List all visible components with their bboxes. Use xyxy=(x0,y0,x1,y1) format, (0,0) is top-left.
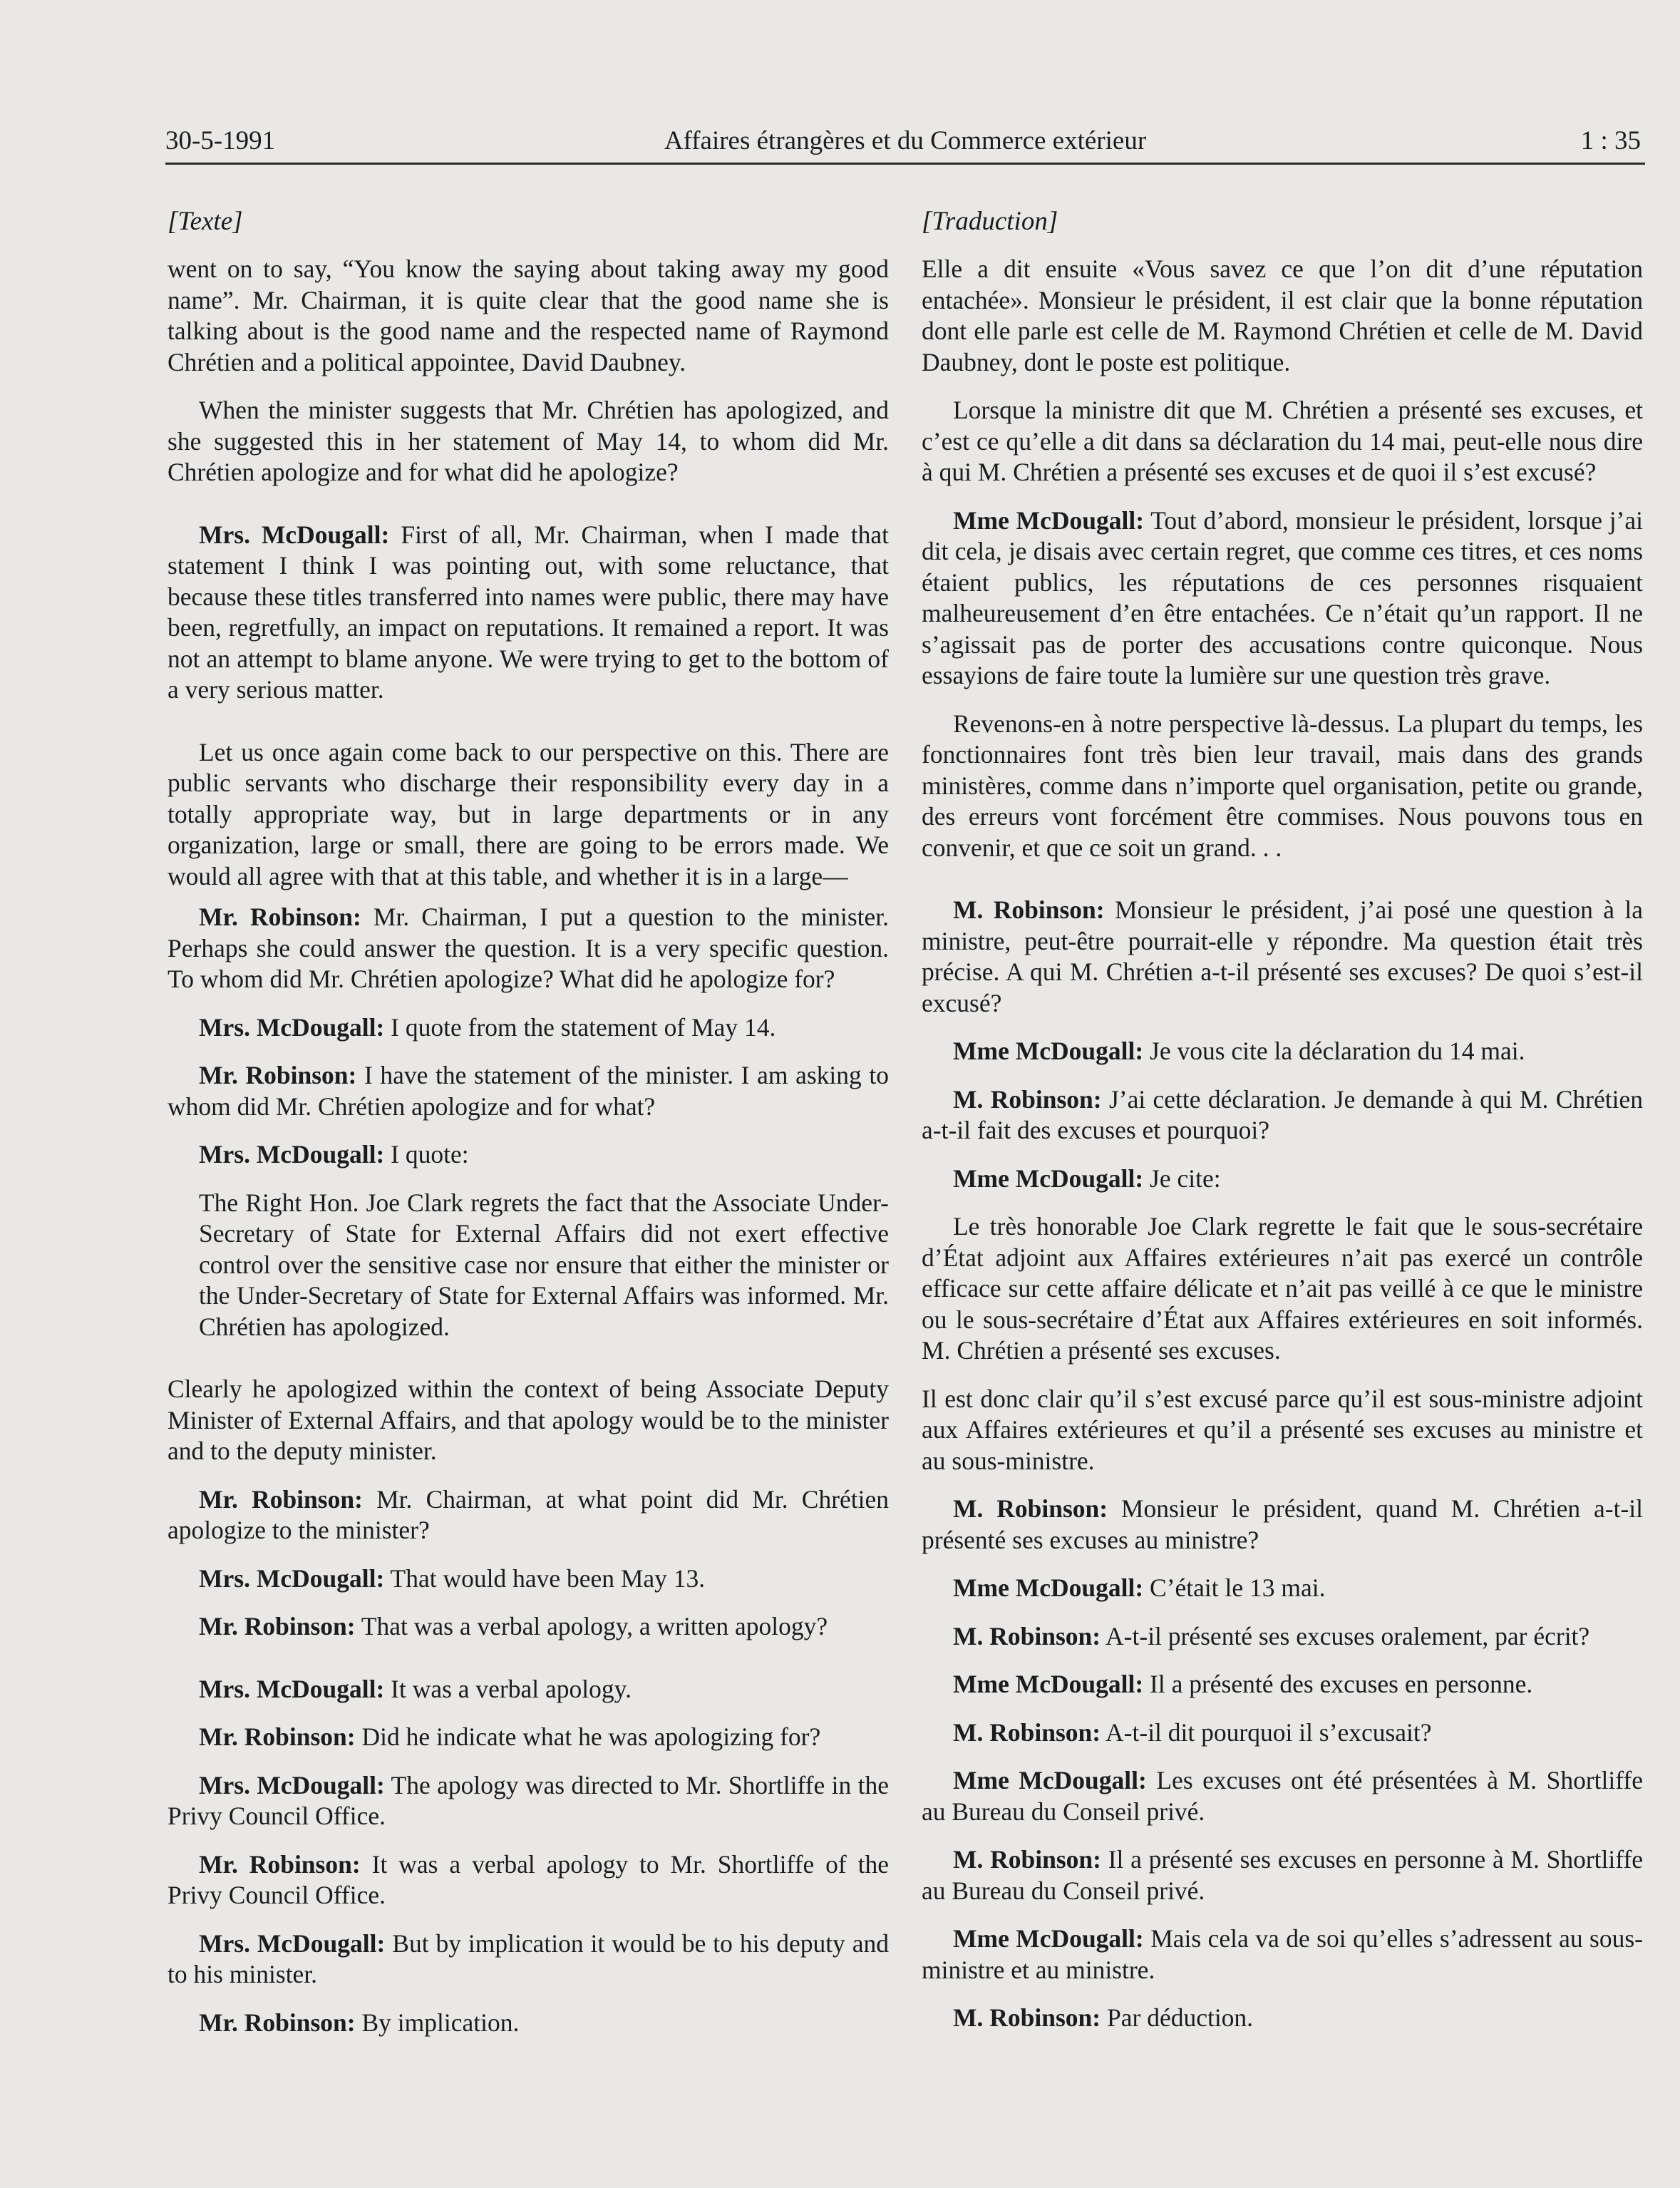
speaker-paragraph: Mr. Robinson: That was a verbal apology, a written apology? xyxy=(199,1612,828,1640)
speaker-paragraph: M. Robinson: Monsieur le président, j’ai posé une question à la ministre, peut-être pourrait-elle y répondre. Ma question était très précise. A qui M. Chrétien a-t-il présenté ses excuses? De quoi s’est-il excusé? xyxy=(922,895,1643,1017)
speaker-name: Mr. Robinson: xyxy=(199,1612,356,1640)
speaker-paragraph: Mr. Robinson: By implication. xyxy=(199,2008,520,2037)
language-marker: [Texte] xyxy=(168,207,243,236)
language-marker: [Traduction] xyxy=(922,207,1058,236)
paragraph: Clearly he apologized within the context of being Associate Deputy Minister of External Affairs, and that apology would be to the minister and to the deputy minister. xyxy=(168,1375,889,1465)
speaker-name: M. Robinson: xyxy=(953,2003,1101,2032)
speaker-name: Mr. Robinson: xyxy=(199,1849,361,1879)
speaker-paragraph: Mr. Robinson: Mr. Chairman, I put a question to the minister. Perhaps she could answer the question. It is a very specific question. To whom did Mr. Chrétien apologize? What did he apologize for? xyxy=(168,903,890,993)
block-quote: Le très honorable Joe Clark regrette le fait que le sous-secrétaire d’État adjoint aux Affaires extérieures n’ait pas exercé un contrôle efficace sur cette affaire délicate et n’ait pas veillé à ce que le ministre ou le sous-secrétaire d’État aux Affaires extérieures en soit informés. M. Chrétien a présenté ses excuses. xyxy=(922,1212,1643,1365)
header-page-number: 1 : 35 xyxy=(1580,126,1641,155)
speaker-name: Mr. Robinson: xyxy=(199,1484,363,1514)
speaker-name: Mrs. McDougall: xyxy=(199,1140,385,1169)
speaker-name: Mrs. McDougall: xyxy=(199,520,390,549)
speaker-paragraph: M. Robinson: J’ai cette déclaration. Je demande à qui M. Chrétien a-t-il fait des excuses et pourquoi? xyxy=(922,1084,1643,1144)
speaker-paragraph: M. Robinson: Monsieur le président, quand M. Chrétien a-t-il présenté ses excuses au ministre? xyxy=(922,1494,1643,1554)
header-date: 30-5-1991 xyxy=(165,126,276,155)
speaker-paragraph: M. Robinson: Il a présenté ses excuses en personne à M. Shortliffe au Bureau du Conseil privé. xyxy=(922,1845,1644,1905)
speaker-name: M. Robinson: xyxy=(953,1621,1101,1650)
paragraph: When the minister suggests that Mr. Chrétien has apologized, and she suggested this in her statement of May 14, to whom did Mr. Chrétien apologize and for what did he apologize? xyxy=(168,396,889,486)
paragraph: Let us once again come back to our perspective on this. There are public servants who discharge their responsibility every day in a totally appropriate way, but in large departments or in any organization, large or small, there are going to be errors made. We would all agree with that at this table, and whether it is in a large— xyxy=(168,737,889,890)
speaker-paragraph: M. Robinson: Par déduction. xyxy=(953,2003,1254,2032)
speaker-name: M. Robinson: xyxy=(953,1084,1102,1114)
speaker-paragraph: Mr. Robinson: Mr. Chairman, at what point did Mr. Chrétien apologize to the minister? xyxy=(168,1484,889,1544)
speaker-name: Mrs. McDougall: xyxy=(199,1563,385,1593)
column-french xyxy=(922,204,1643,2034)
speaker-name: Mrs. McDougall: xyxy=(199,1770,385,1799)
speaker-name: Mr. Robinson: xyxy=(199,2008,356,2037)
speaker-paragraph: Mme McDougall: Je vous cite la déclaration du 14 mai. xyxy=(953,1037,1525,1065)
speaker-name: Mrs. McDougall: xyxy=(199,1928,386,1958)
speaker-name: Mrs. McDougall: xyxy=(199,1012,385,1042)
speaker-name: M. Robinson: xyxy=(953,1845,1101,1874)
speaker-paragraph: Mr. Robinson: Did he indicate what he was apologizing for? xyxy=(199,1722,821,1751)
speaker-name: Mme McDougall: xyxy=(953,1573,1144,1602)
speaker-name: Mme McDougall: xyxy=(953,1037,1144,1065)
speaker-name: Mme McDougall: xyxy=(953,1924,1144,1953)
speaker-name: M. Robinson: xyxy=(953,1494,1108,1523)
speaker-name: Mr. Robinson: xyxy=(199,1722,356,1751)
speaker-paragraph: Mrs. McDougall: I quote from the statement of May 14. xyxy=(199,1012,776,1042)
speaker-name: Mr. Robinson: xyxy=(199,903,361,931)
speaker-paragraph: Mrs. McDougall: I quote: xyxy=(199,1140,469,1169)
speaker-paragraph: Mrs. McDougall: First of all, Mr. Chairman, when I made that statement I think I was pointing out, with some reluctance, that because these titles transferred into names were public, there may have been, regretfully, an impact on reputations. It remained a report. It was not an attempt to blame anyone. We were trying to get to the bottom of a very serious matter. xyxy=(168,520,890,704)
speaker-paragraph: Mme McDougall: Je cite: xyxy=(953,1164,1221,1193)
speaker-name: Mme McDougall: xyxy=(953,505,1145,535)
paragraph: Elle a dit ensuite «Vous savez ce que l’on dit d’une réputation entachée». Monsieur le président, il est clair que la bonne réputation dont elle parle est celle de M. Raymond Chrétien et celle de M. David Daubney, dont le poste est politique. xyxy=(922,255,1643,376)
speaker-paragraph: Mrs. McDougall: It was a verbal apology. xyxy=(199,1674,632,1703)
speaker-name: Mme McDougall: xyxy=(953,1766,1147,1794)
speaker-name: Mme McDougall: xyxy=(953,1670,1144,1698)
speaker-paragraph: M. Robinson: A-t-il présenté ses excuses oralement, par écrit? xyxy=(953,1621,1590,1650)
paragraph: Lorsque la ministre dit que M. Chrétien a présenté ses excuses, et c’est ce qu’elle a dit dans sa déclaration du 14 mai, peut-elle nous dire à qui M. Chrétien a présenté ses excuses et de quoi il s’est excusé? xyxy=(922,396,1643,486)
speaker-paragraph: Mme McDougall: C’était le 13 mai. xyxy=(953,1573,1326,1602)
speaker-paragraph: Mme McDougall: Il a présenté des excuses en personne. xyxy=(953,1670,1533,1698)
speaker-name: Mme McDougall: xyxy=(953,1164,1144,1193)
page-header xyxy=(165,120,1645,165)
paragraph: went on to say, “You know the saying about taking away my good name”. Mr. Chairman, it is quite clear that the good name she is talking about is the good name and the respected name of Raymond Chrétien and a political appointee, David Daubney. xyxy=(168,255,889,376)
speaker-paragraph: Mme McDougall: Tout d’abord, monsieur le président, lorsque j’ai dit cela, je disais avec certain regret, que comme ces titres, et ces noms étaient publics, les réputations de ces personnes risquaient malheureusement d’en être entachées. Ce n’était qu’un rapport. Il ne s’agissait pas de porter des accusations contre quiconque. Nous essayions de faire toute la lumière sur une question très grave. xyxy=(922,505,1644,689)
block-quote: The Right Hon. Joe Clark regrets the fact that the Associate Under-Secretary of State for External Affairs did not exert effective control over the sensitive case nor ensure that either the minister or the Under-Secretary of State for External Affairs was informed. Mr. Chrétien has apologized. xyxy=(199,1188,889,1341)
paragraph: Il est donc clair qu’il s’est excusé parce qu’il est sous-ministre adjoint aux Affaires extérieures et qu’il a présenté ses excuses au ministre et au sous-ministre. xyxy=(922,1384,1643,1475)
speaker-name: M. Robinson: xyxy=(953,895,1105,924)
header-title: Affaires étrangères et du Commerce extérieur xyxy=(664,126,1147,155)
speaker-paragraph: Mme McDougall: Les excuses ont été présentées à M. Shortliffe au Bureau du Conseil privé. xyxy=(922,1766,1644,1826)
speaker-name: M. Robinson: xyxy=(953,1717,1101,1747)
speaker-paragraph: Mr. Robinson: I have the statement of the minister. I am asking to whom did Mr. Chrétien apologize and for what? xyxy=(168,1061,889,1121)
speaker-paragraph: M. Robinson: A-t-il dit pourquoi il s’excusait? xyxy=(953,1717,1432,1747)
column-english xyxy=(168,204,889,2038)
speaker-paragraph: Mrs. McDougall: But by implication it would be to his deputy and to his minister. xyxy=(168,1928,889,1988)
speaker-name: Mrs. McDougall: xyxy=(199,1674,385,1703)
speaker-paragraph: Mrs. McDougall: That would have been May 13. xyxy=(199,1563,706,1593)
speaker-paragraph: Mme McDougall: Mais cela va de soi qu’elles s’adressent au sous-ministre et au ministre. xyxy=(922,1924,1643,1984)
speaker-paragraph: Mrs. McDougall: The apology was directed to Mr. Shortliffe in the Privy Council Office. xyxy=(168,1770,889,1830)
speaker-paragraph: Mr. Robinson: It was a verbal apology to Mr. Shortliffe of the Privy Council Office. xyxy=(168,1849,889,1909)
speaker-name: Mr. Robinson: xyxy=(199,1061,357,1089)
paragraph: Revenons-en à notre perspective là-dessus. La plupart du temps, les fonctionnaires font très bien leur travail, mais dans des grands ministères, comme dans n’importe quel organisation, petite ou grande, des erreurs vont forcément être commises. Nous pouvons tous en convenir, et que ce soit un grand. . . xyxy=(922,709,1643,862)
